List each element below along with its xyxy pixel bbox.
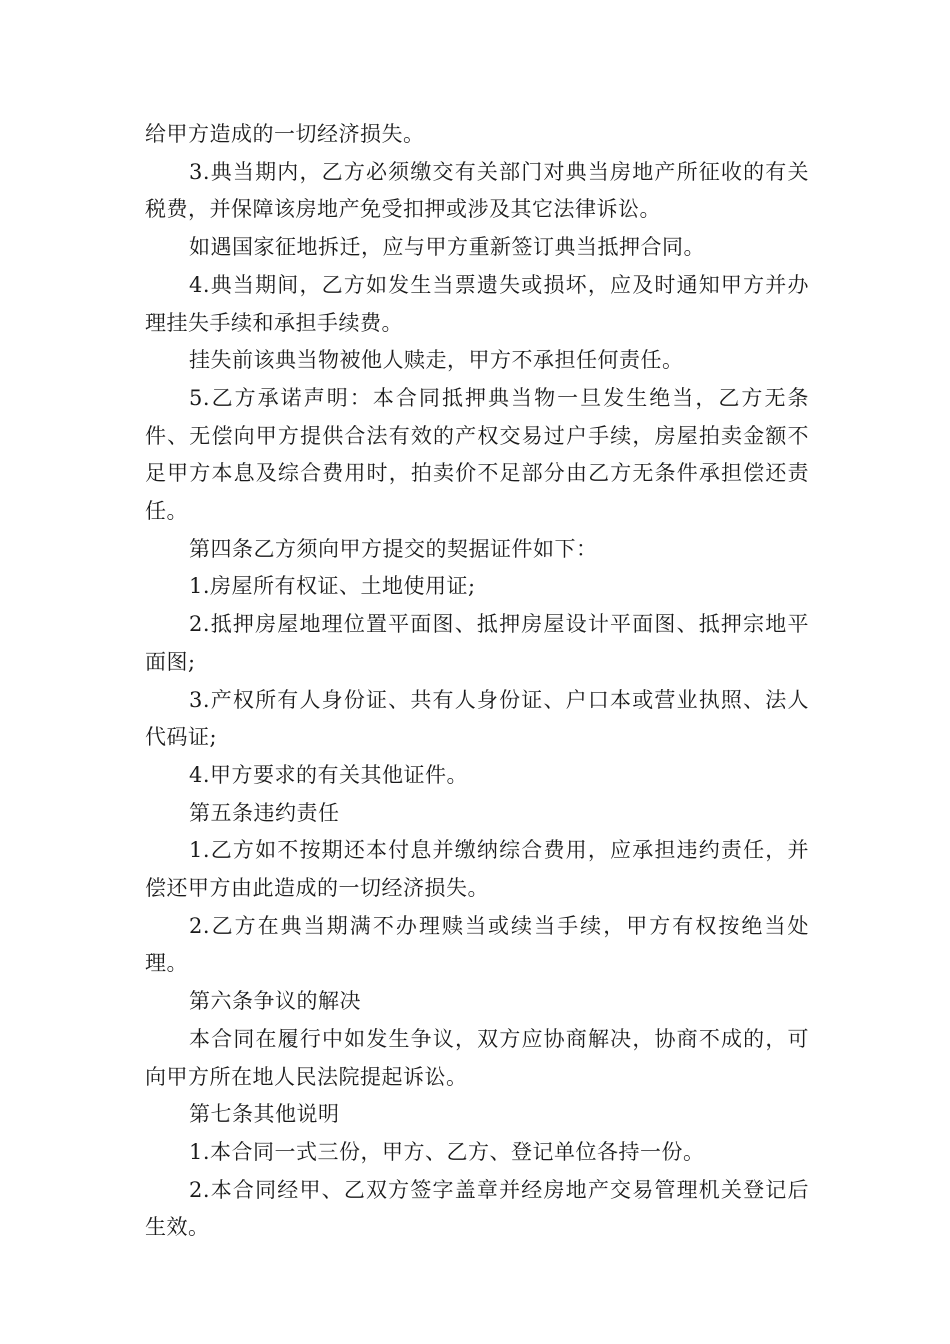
paragraph: 4.典当期间，乙方如发生当票遗失或损坏，应及时通知甲方并办理挂失手续和承担手续费。 bbox=[145, 272, 809, 335]
list-item: 1.本合同一式三份，甲方、乙方、登记单位各持一份。 bbox=[189, 1139, 705, 1164]
paragraph: 给甲方造成的一切经济损失。 bbox=[145, 122, 425, 146]
document-body bbox=[145, 116, 809, 1247]
paragraph: 3.典当期内，乙方必须缴交有关部门对典当房地产所征收的有关税费，并保障该房地产免受扣押或涉及其它法律诉讼。 bbox=[145, 159, 809, 222]
list-item: 1.房屋所有权证、土地使用证; bbox=[189, 574, 476, 599]
list-item: 2.乙方在典当期满不办理赎当或续当手续，甲方有权按绝当处理。 bbox=[145, 913, 809, 976]
list-item: 4.甲方要求的有关其他证件。 bbox=[189, 762, 469, 787]
section-heading: 第五条违约责任 bbox=[189, 800, 340, 825]
list-item: 3.产权所有人身份证、共有人身份证、户口本或营业执照、法人代码证; bbox=[145, 687, 809, 750]
paragraph: 如遇国家征地拆迁，应与甲方重新签订典当抵押合同。 bbox=[189, 235, 705, 260]
paragraph: 挂失前该典当物被他人赎走，甲方不承担任何责任。 bbox=[189, 348, 684, 373]
section-heading: 第七条其他说明 bbox=[189, 1102, 340, 1127]
paragraph: 5.乙方承诺声明：本合同抵押典当物一旦发生绝当，乙方无条件、无偿向甲方提供合法有效的产权交易过户手续，房屋拍卖金额不足甲方本息及综合费用时，拍卖价不足部分由乙方无条件承担偿还责任。 bbox=[145, 385, 809, 524]
list-item: 1.乙方如不按期还本付息并缴纳综合费用，应承担违约责任，并偿还甲方由此造成的一切经济损失。 bbox=[145, 838, 809, 901]
paragraph: 本合同在履行中如发生争议，双方应协商解决，协商不成的，可向甲方所在地人民法院提起诉讼。 bbox=[145, 1026, 809, 1089]
section-heading: 第六条争议的解决 bbox=[189, 989, 361, 1014]
list-item: 2.抵押房屋地理位置平面图、抵押房屋设计平面图、抵押宗地平面图; bbox=[145, 612, 809, 674]
section-heading: 第四条乙方须向甲方提交的契据证件如下： bbox=[189, 536, 598, 561]
list-item: 2.本合同经甲、乙双方签字盖章并经房地产交易管理机关登记后生效。 bbox=[145, 1177, 809, 1240]
